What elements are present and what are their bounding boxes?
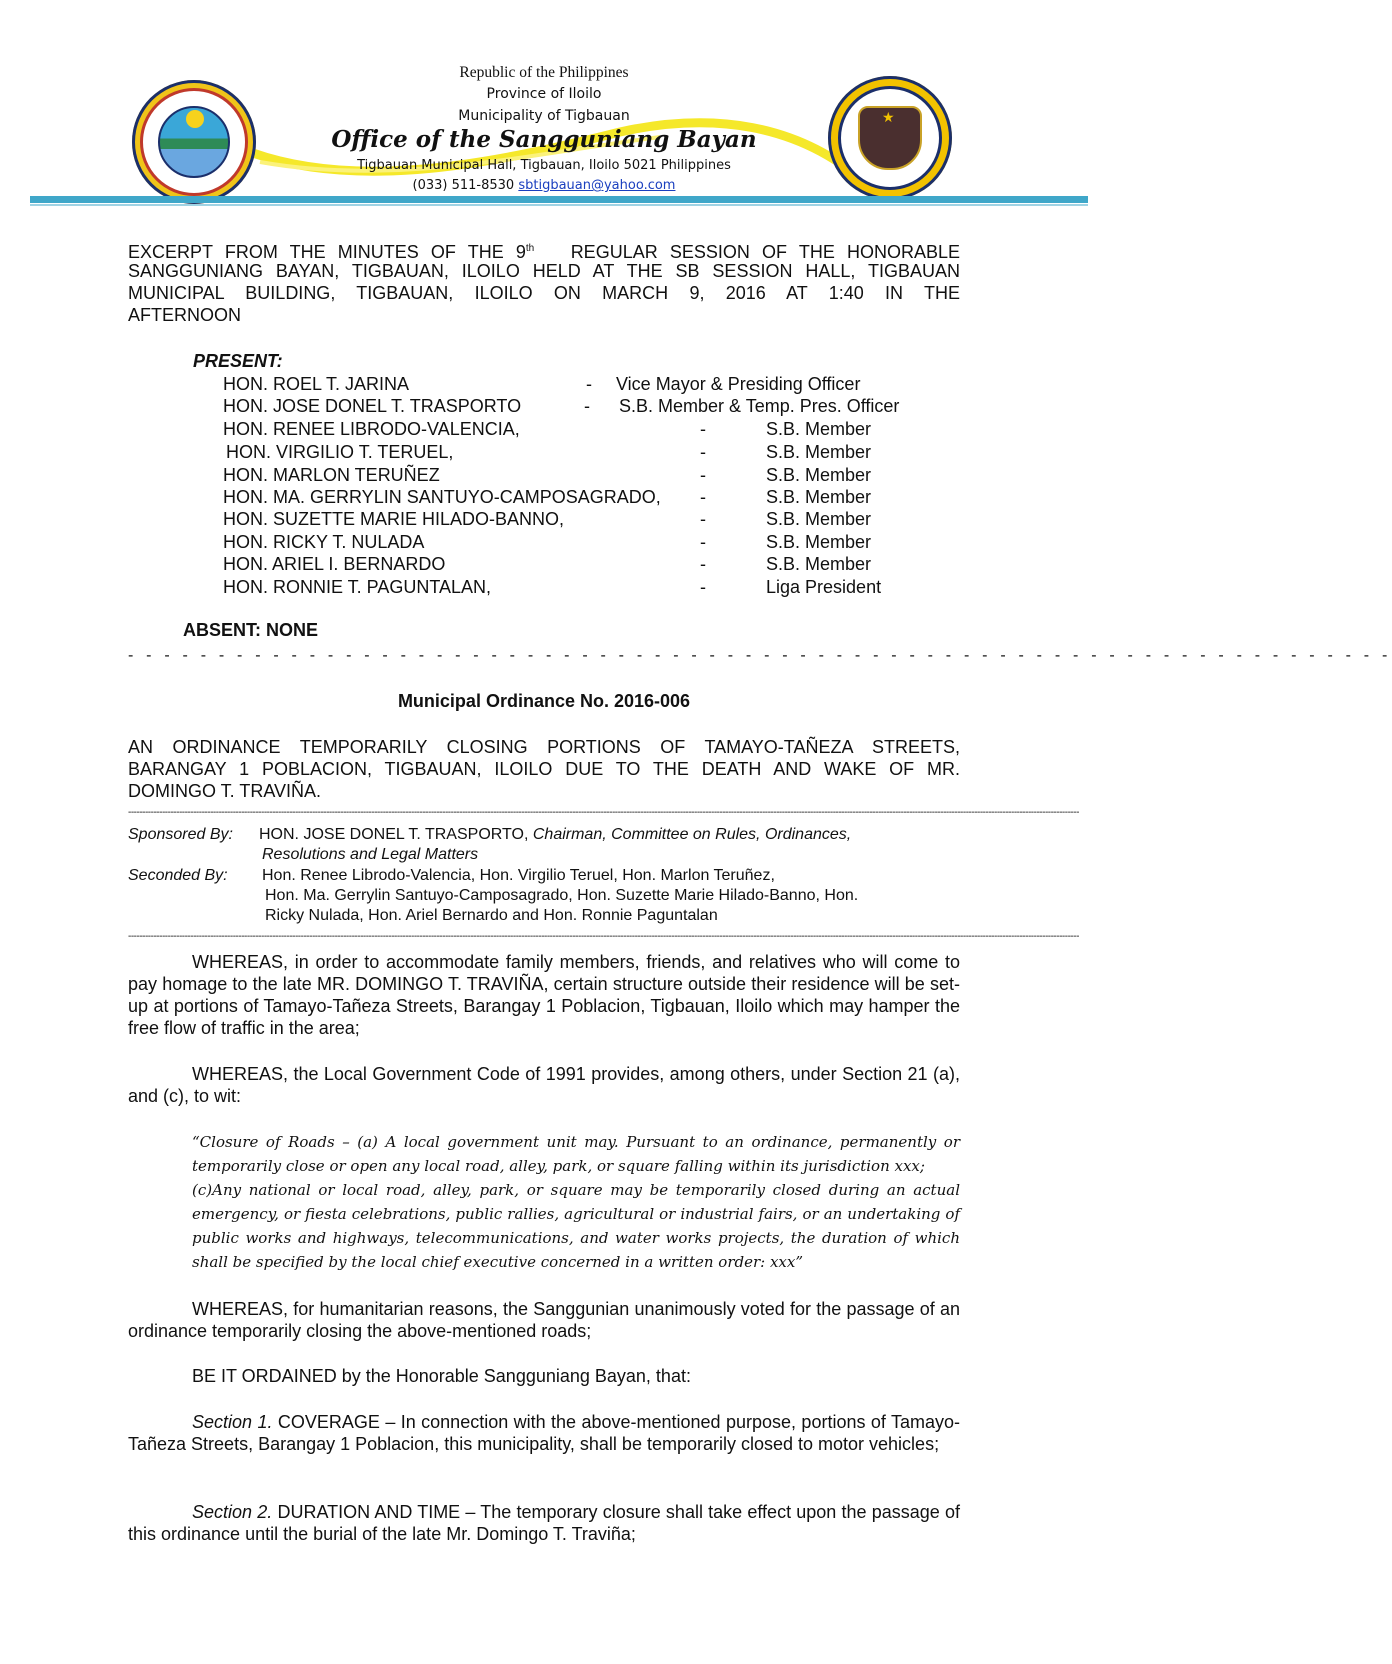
member-role: S.B. Member (766, 532, 872, 552)
section-1-label: Section 1. (192, 1412, 273, 1432)
municipality-line: Municipality of Tigbauan (458, 108, 630, 124)
whereas-paragraph-3: WHEREAS, for humanitarian reasons, the Sanggunian unanimously voted for the passage of an ordinance temporarily closing the above-mentioned roads; (128, 1299, 960, 1341)
province-line: Province of Iloilo (486, 86, 602, 102)
member-role: S.B. Member (766, 509, 872, 529)
member-name: HON. VIRGILIO T. TERUEL, (226, 442, 454, 462)
member-name: HON. RENEE LIBRODO-VALENCIA, (223, 419, 520, 439)
member-separator: - (584, 396, 590, 416)
sponsored-by-value: HON. JOSE DONEL T. TRASPORTO, Chairman, Committee on Rules, Ordinances, (259, 826, 852, 843)
seconded-line-3: Ricky Nulada, Hon. Ariel Bernardo and Hon. Ronnie Paguntalan (265, 907, 718, 924)
divider-dense-2: ------------------------------------------------------------------------------------------------------------------------------------------------------------------------------------------------------------------------------------------------------------------------------------------------------------------------------------------------ (128, 931, 1079, 942)
member-name: HON. ROEL T. JARINA (223, 374, 410, 394)
quote-section-c: (c)Any national or local road, alley, park, or square may be temporarily closed during an actual emergency, or fiesta celebrations, public rallies, agricultural or industrial fairs, or an undertaking of public works and highways, telecommunications, and water works projects, the duration of which shall be specified by the local chief executive concerned in a written order: xxx” (192, 1181, 960, 1271)
heading-line-1: EXCERPT FROM THE MINUTES OF THE 9th REGULAR SESSION OF THE HONORABLE (128, 242, 961, 262)
ordinance-number: Municipal Ordinance No. 2016-006 (397, 691, 691, 711)
section-1 (128, 1411, 960, 1455)
member-separator: - (700, 532, 706, 552)
whereas-paragraph-2: WHEREAS, the Local Government Code of 1991 provides, among others, under Section 21 (a), and (c), to wit: (128, 1064, 960, 1106)
member-separator: - (586, 374, 592, 394)
ordinance-title-line-1: AN ORDINANCE TEMPORARILY CLOSING PORTIONS OF TAMAYO-TAÑEZA STREETS, (128, 737, 960, 757)
seconded-label: Seconded By: (128, 867, 228, 884)
ordinance-title-line-2: BARANGAY 1 POBLACION, TIGBAUAN, ILOILO DUE TO THE DEATH AND WAKE OF MR. (128, 759, 960, 779)
sponsored-label: Sponsored By: (128, 826, 233, 843)
code-quote (192, 1130, 960, 1274)
member-role: S.B. Member (766, 487, 872, 507)
contact-line (300, 178, 788, 193)
section-divider-dashes: - - - - - - - - - - - - - - - - - - - - - - - - - - - - - - - - - - - - - - - - - - - - - - - - - - - - - - - - - - - - - - - - - - - - - - (128, 647, 1392, 664)
seconded-line-1: Hon. Renee Librodo-Valencia, Hon. Virgilio Teruel, Hon. Marlon Teruñez, (262, 867, 775, 884)
section-2-label: Section 2. (192, 1502, 273, 1522)
section-2-text: DURATION AND TIME – The temporary closure shall take effect upon the passage of this ordinance until the burial of the late Mr. Domingo T. Traviña; (128, 1502, 960, 1544)
member-separator: - (700, 442, 706, 462)
quote-section-a: “Closure of Roads – (a) A local government unit may. Pursuant to an ordinance, permanently or temporarily close or open any local road, alley, park, or square falling within its jurisdiction xxx; (192, 1133, 960, 1175)
municipality-seal-logo (132, 80, 256, 204)
republic-line: Republic of the Philippines (459, 64, 629, 81)
sangguniang-bayan-seal-logo: ★ (828, 76, 952, 200)
ordinal-suffix: th (525, 243, 535, 254)
member-name: HON. JOSE DONEL T. TRASPORTO (223, 396, 522, 416)
section-2 (128, 1501, 960, 1545)
ordained-clause: BE IT ORDAINED by the Honorable Sangguniang Bayan, that: (192, 1366, 691, 1386)
member-separator: - (700, 577, 706, 597)
ordinance-title-line-3: DOMINGO T. TRAVIÑA. (128, 781, 322, 801)
section-1-text: COVERAGE – In connection with the above-mentioned purpose, portions of Tamayo-Tañeza Streets, Barangay 1 Poblacion, this municipality, shall be temporarily closed to motor vehicles; (128, 1412, 960, 1454)
member-name: HON. MARLON TERUÑEZ (223, 465, 440, 485)
heading-line-4: AFTERNOON (128, 305, 242, 325)
heading-line-3: MUNICIPAL BUILDING, TIGBAUAN, ILOILO ON MARCH 9, 2016 AT 1:40 IN THE (128, 283, 960, 303)
whereas-paragraph-1: WHEREAS, in order to accommodate family members, friends, and relatives who will come to pay homage to the late MR. DOMINGO T. TRAVIÑA, certain structure outside their residence will be set-up at portions of Tamayo-Tañeza Streets, Barangay 1 Poblacion, Tigbauan, Iloilo which may hamper the free flow of traffic in the area; (128, 952, 960, 1038)
member-name: HON. SUZETTE MARIE HILADO-BANNO, (223, 509, 565, 529)
member-name: HON. RICKY T. NULADA (223, 532, 425, 552)
member-separator: - (700, 554, 706, 574)
member-role: S.B. Member (766, 442, 872, 462)
address-line: Tigbauan Municipal Hall, Tigbauan, Iloilo 5021 Philippines (357, 158, 731, 173)
member-role: S.B. Member (766, 419, 872, 439)
member-separator: - (700, 487, 706, 507)
phone-number: (033) 511-8530 (412, 178, 515, 193)
member-separator: - (700, 509, 706, 529)
member-separator: - (700, 465, 706, 485)
member-role: S.B. Member (766, 554, 872, 574)
member-separator: - (700, 419, 706, 439)
member-role: Liga President (766, 577, 882, 597)
email-link[interactable]: sbtigbauan@yahoo.com (518, 178, 676, 193)
member-name: HON. MA. GERRYLIN SANTUYO-CAMPOSAGRADO, (223, 487, 661, 507)
office-title: Office of the Sangguniang Bayan (331, 126, 757, 153)
member-name: HON. RONNIE T. PAGUNTALAN, (223, 577, 492, 597)
heading-line-2: SANGGUNIANG BAYAN, TIGBAUAN, ILOILO HELD AT THE SB SESSION HALL, TIGBAUAN (128, 261, 960, 281)
header-divider (30, 196, 1088, 203)
absent-line: ABSENT: NONE (183, 620, 319, 640)
member-role: S.B. Member (766, 465, 872, 485)
header-divider-light (30, 204, 1088, 206)
present-label: PRESENT: (193, 351, 283, 371)
divider-dense-1: ------------------------------------------------------------------------------------------------------------------------------------------------------------------------------------------------------------------------------------------------------------------------------------------------------------------------------------------------ (128, 807, 1079, 818)
seconded-line-2: Hon. Ma. Gerrylin Santuyo-Camposagrado, Hon. Suzette Marie Hilado-Banno, Hon. (265, 887, 859, 904)
member-role: S.B. Member & Temp. Pres. Officer (619, 396, 900, 416)
member-name: HON. ARIEL I. BERNARDO (223, 554, 446, 574)
sponsored-role-line-2: Resolutions and Legal Matters (262, 846, 479, 863)
member-role: Vice Mayor & Presiding Officer (616, 374, 861, 394)
